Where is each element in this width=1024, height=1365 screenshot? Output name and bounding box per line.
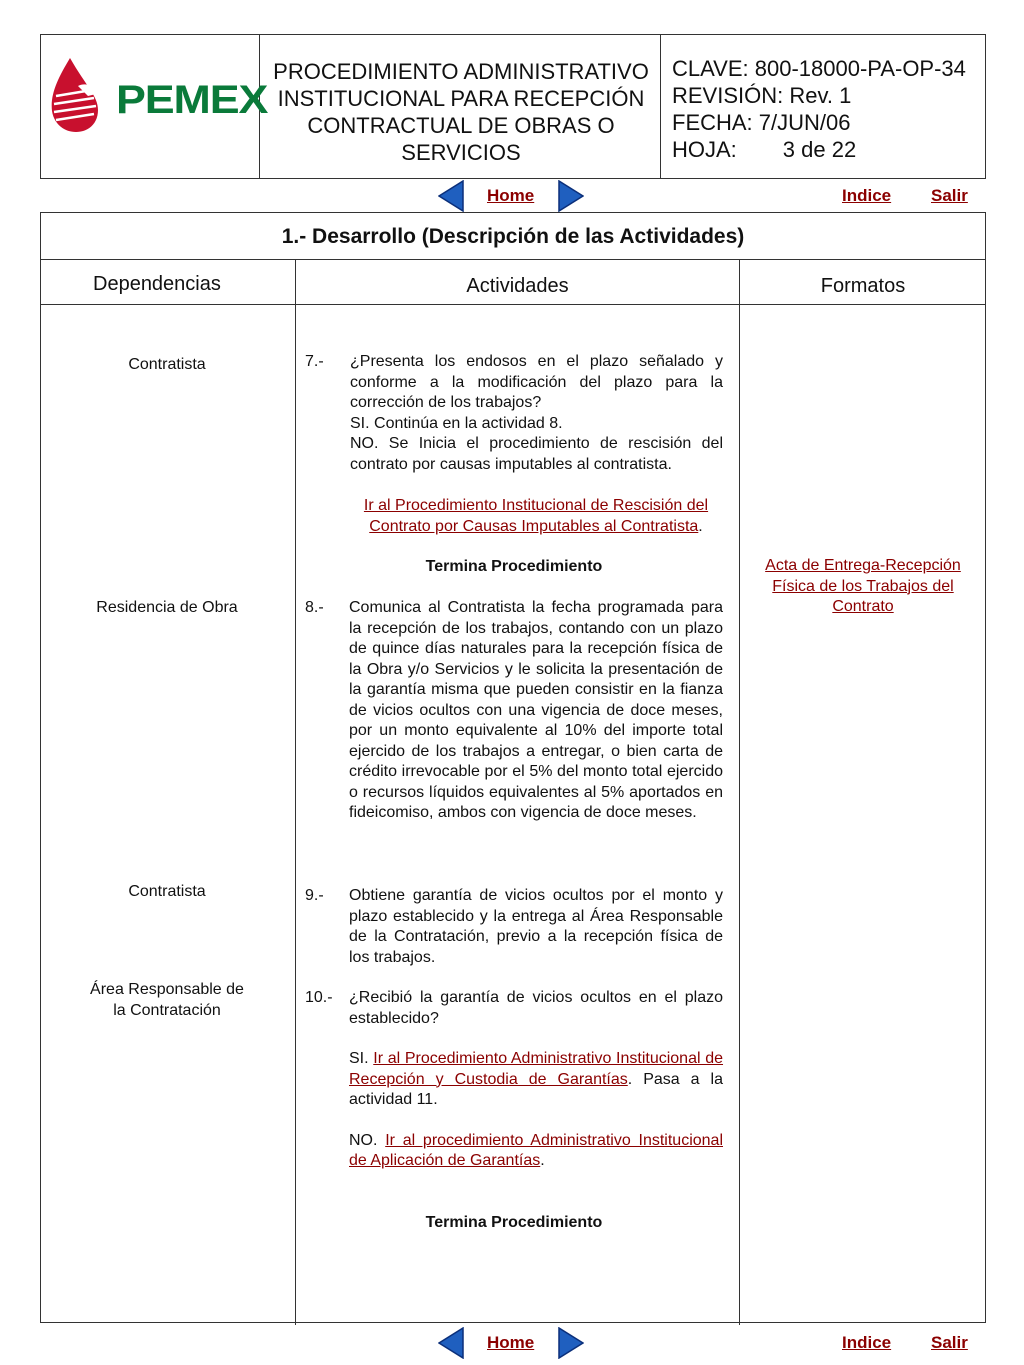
activity-7-si: SI. Continúa en la actividad 8.	[350, 414, 563, 432]
activity-10-no-label: NO.	[349, 1131, 378, 1149]
clave: CLAVE: 800-18000-PA-OP-34	[672, 56, 966, 81]
activity-8-text: Comunica al Contratista la fecha programada para la recepción de los trabajos, contando con un plazo de quince días naturales para la recepción física de la Obra y/o Servicios y le solicita la presentación de la garantía misma que pueden consistir en la fianza de vicios ocultos con una vigencia de doce meses, por un monto equivalente al 10% del importe total ejercido de los trabajos a entregar, o bien carta de crédito irrevocable por el 5% del monto total ejercido o recursos líquidos equivalentes al 5% aportados en fideicomiso, ambos con vigencia de doce meses.	[349, 599, 723, 821]
col-header-formatos: Formatos	[820, 275, 906, 297]
dependencia-contratista-1: Contratista	[128, 356, 206, 373]
section-title: 1.- Desarrollo (Descripción de las Actividades)	[281, 225, 745, 248]
rescision-procedure-link[interactable]: Ir al Procedimiento Institucional de Rescisión del Contrato por Causas Imputables al Contratista	[363, 497, 709, 535]
column-header-divider	[40, 304, 986, 305]
hoja-label: HOJA:	[672, 137, 737, 162]
activity-10-text: ¿Recibió la garantía de vicios ocultos en el plazo establecido?	[349, 989, 723, 1027]
indice-link[interactable]: Indice	[842, 186, 892, 205]
pemex-logo	[48, 56, 268, 136]
activity-10-no-after: .	[540, 1152, 545, 1169]
activity-9-number: 9.-	[305, 887, 324, 904]
revision: REVISIÓN: Rev. 1	[672, 83, 852, 108]
activity-7-text: ¿Presenta los endosos en el plazo señalado y conforme a la modificación del plazo para la corrección de los trabajos?	[350, 353, 723, 411]
formato-acta-block	[752, 556, 974, 618]
activity-10-si-after: . Pasa a la actividad 11.	[349, 1070, 723, 1108]
activity-7-body	[350, 352, 723, 475]
dependencia-area-line-2: la Contratación	[113, 1001, 221, 1019]
aplicacion-garantias-link[interactable]: Ir al procedimiento Administrativo Institucional de Aplicación de Garantías	[349, 1131, 723, 1169]
activity-9	[305, 886, 723, 968]
activity-8-number: 8.-	[305, 599, 324, 616]
acta-entrega-recepcion-link[interactable]: Acta de Entrega-Recepción Física de los Trabajos del Contrato	[765, 557, 961, 615]
home-link[interactable]: Home	[487, 186, 535, 205]
hoja	[672, 136, 982, 163]
salir-link[interactable]: Salir	[931, 186, 968, 205]
termina-procedimiento-1: Termina Procedimiento	[425, 558, 603, 575]
dependencia-area-responsable	[42, 980, 292, 1021]
activity-10-number: 10.-	[305, 989, 333, 1006]
activity-10-si-label: SI.	[349, 1050, 369, 1067]
activity-7-no: NO. Se Inicia el procedimiento de rescisión del contrato por causas imputables al contratista.	[350, 435, 723, 473]
col-header-actividades: Actividades	[466, 275, 569, 297]
bottom-home-link[interactable]: Home	[487, 1333, 535, 1352]
column-divider-1	[295, 259, 296, 1325]
bottom-prev-arrow-icon[interactable]	[438, 1327, 464, 1364]
recepcion-custodia-garantias-link[interactable]: Ir al Procedimiento Administrativo Institucional de Recepción y Custodia de Garantías	[349, 1050, 724, 1088]
column-divider-2	[739, 259, 740, 1325]
dependencia-contratista-2: Contratista	[128, 883, 206, 900]
hoja-value: 3 de 22	[782, 137, 857, 162]
title-line-3: CONTRACTUAL DE OBRAS O	[307, 113, 615, 138]
header-divider-2	[660, 34, 661, 179]
activity-10-si	[349, 1049, 723, 1111]
activity-7-link-end: .	[698, 517, 703, 535]
bottom-salir-link[interactable]: Salir	[931, 1333, 968, 1352]
title-line-4: SERVICIOS	[401, 140, 521, 165]
spacer	[349, 1111, 723, 1131]
activity-7-link-block	[346, 496, 726, 537]
activity-8	[305, 598, 723, 824]
dependencia-residencia: Residencia de Obra	[96, 599, 238, 616]
termina-procedimiento-2: Termina Procedimiento	[425, 1214, 603, 1231]
fecha: FECHA: 7/JUN/06	[672, 110, 851, 135]
title-line-1: PROCEDIMIENTO ADMINISTRATIVO	[273, 59, 649, 84]
activity-7-number: 7.-	[305, 353, 324, 370]
dependencia-area-line-1: Área Responsable de	[90, 981, 244, 998]
activity-10-body	[349, 988, 723, 1172]
bottom-next-arrow-icon[interactable]	[558, 1327, 584, 1364]
document-title	[262, 58, 660, 166]
activity-9-text: Obtiene garantía de vicios ocultos por el monto y plazo establecido y la entrega al Área Responsable de la Contratación, previo a la recepción física de los trabajos.	[349, 887, 723, 966]
activity-10-no	[349, 1131, 723, 1172]
title-line-2: INSTITUCIONAL PARA RECEPCIÓN	[277, 86, 645, 111]
section-title-divider	[40, 259, 986, 260]
document-meta	[672, 55, 982, 163]
activity-10	[305, 988, 723, 1172]
spacer	[349, 1029, 723, 1049]
bottom-indice-link[interactable]: Indice	[842, 1333, 892, 1352]
col-header-dependencias: Dependencias	[93, 273, 221, 295]
logo-wordmark: PEMEX	[116, 78, 268, 122]
